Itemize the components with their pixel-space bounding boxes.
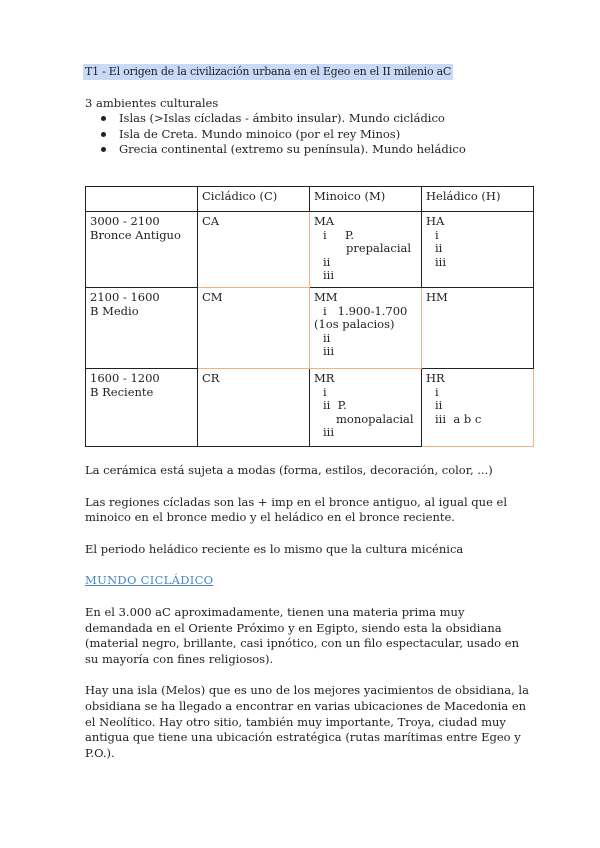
list-item: Isla de Creta. Mundo minoico (por el rey Minos) [119,127,535,143]
minoan-cell: MA i P. prepalacial ii iii [310,211,422,287]
bullet-icon [101,132,106,137]
page-title: T1 - El origen de la civilización urbana en el Egeo en el II milenio aC [85,65,452,78]
chronology-table [85,186,534,447]
paragraph: El periodo heládico reciente es lo mismo que la cultura micénica [85,541,464,556]
minoan-cell: MR i ii P. monopalacial iii [310,368,422,446]
table-row [86,368,534,446]
cycladic-cell: CR [198,368,310,446]
paragraph: La cerámica está sujeta a modas (forma, estilos, decoración, color, ...) [85,462,493,477]
period-cell: 3000 - 2100 Bronce Antiguo [86,211,198,287]
table-header-cell: Minoico (M) [310,186,422,211]
table-header-row [86,186,534,211]
intro-text: 3 ambientes culturales [85,95,219,110]
list-item: Grecia continental (extremo su península). Mundo heládico [119,142,535,158]
table-row [86,211,534,287]
helladic-cell: HM [422,287,534,368]
cycladic-cell: CA [198,211,310,287]
bullet-icon [101,116,106,121]
document-page [85,64,535,761]
table-header-cell: Heládico (H) [422,186,534,211]
bullet-icon [101,147,106,152]
table-header-cell [86,186,198,211]
helladic-cell: HA i ii iii [422,211,534,287]
helladic-cell: HR i ii iii a b c [422,368,534,446]
paragraph: Las regiones cícladas son las + imp en el bronce antiguo, al igual que el minoico en el bronce medio y el heládico en el bronce reciente. [85,494,508,525]
period-cell: 1600 - 1200 B Reciente [86,368,198,446]
cultures-list [85,111,535,158]
table-header-cell: Cicládico (C) [198,186,310,211]
page-title-line [85,64,535,80]
table-row [86,287,534,368]
paragraph: Hay una isla (Melos) que es uno de los mejores yacimientos de obsidiana, la obsidiana se ha llegado a encontrar en varias ubicaciones de Macedonia en el Neolítico. Hay otro sitio, también muy importante, Troya, ciudad muy antigua que tiene una ubicación estratégica (rutas marítimas entre Egeo y P.O.). [85,683,529,760]
minoan-cell: MM i 1.900-1.700 (1os palacios) ii iii [310,287,422,368]
period-cell: 2100 - 1600 B Medio [86,287,198,368]
list-item: Islas (>Islas cícladas - ámbito insular). Mundo cicládico [119,111,535,127]
paragraph: En el 3.000 aC aproximadamente, tienen una materia prima muy demandada en el Oriente Próximo y en Egipto, siendo esta la obsidiana (material negro, brillante, casi ipnótico, con un filo espectacular, usado en su mayoría con fines religiosos). [85,604,519,666]
cycladic-cell: CM [198,287,310,368]
section-heading: MUNDO CICLÁDICO [85,573,214,588]
